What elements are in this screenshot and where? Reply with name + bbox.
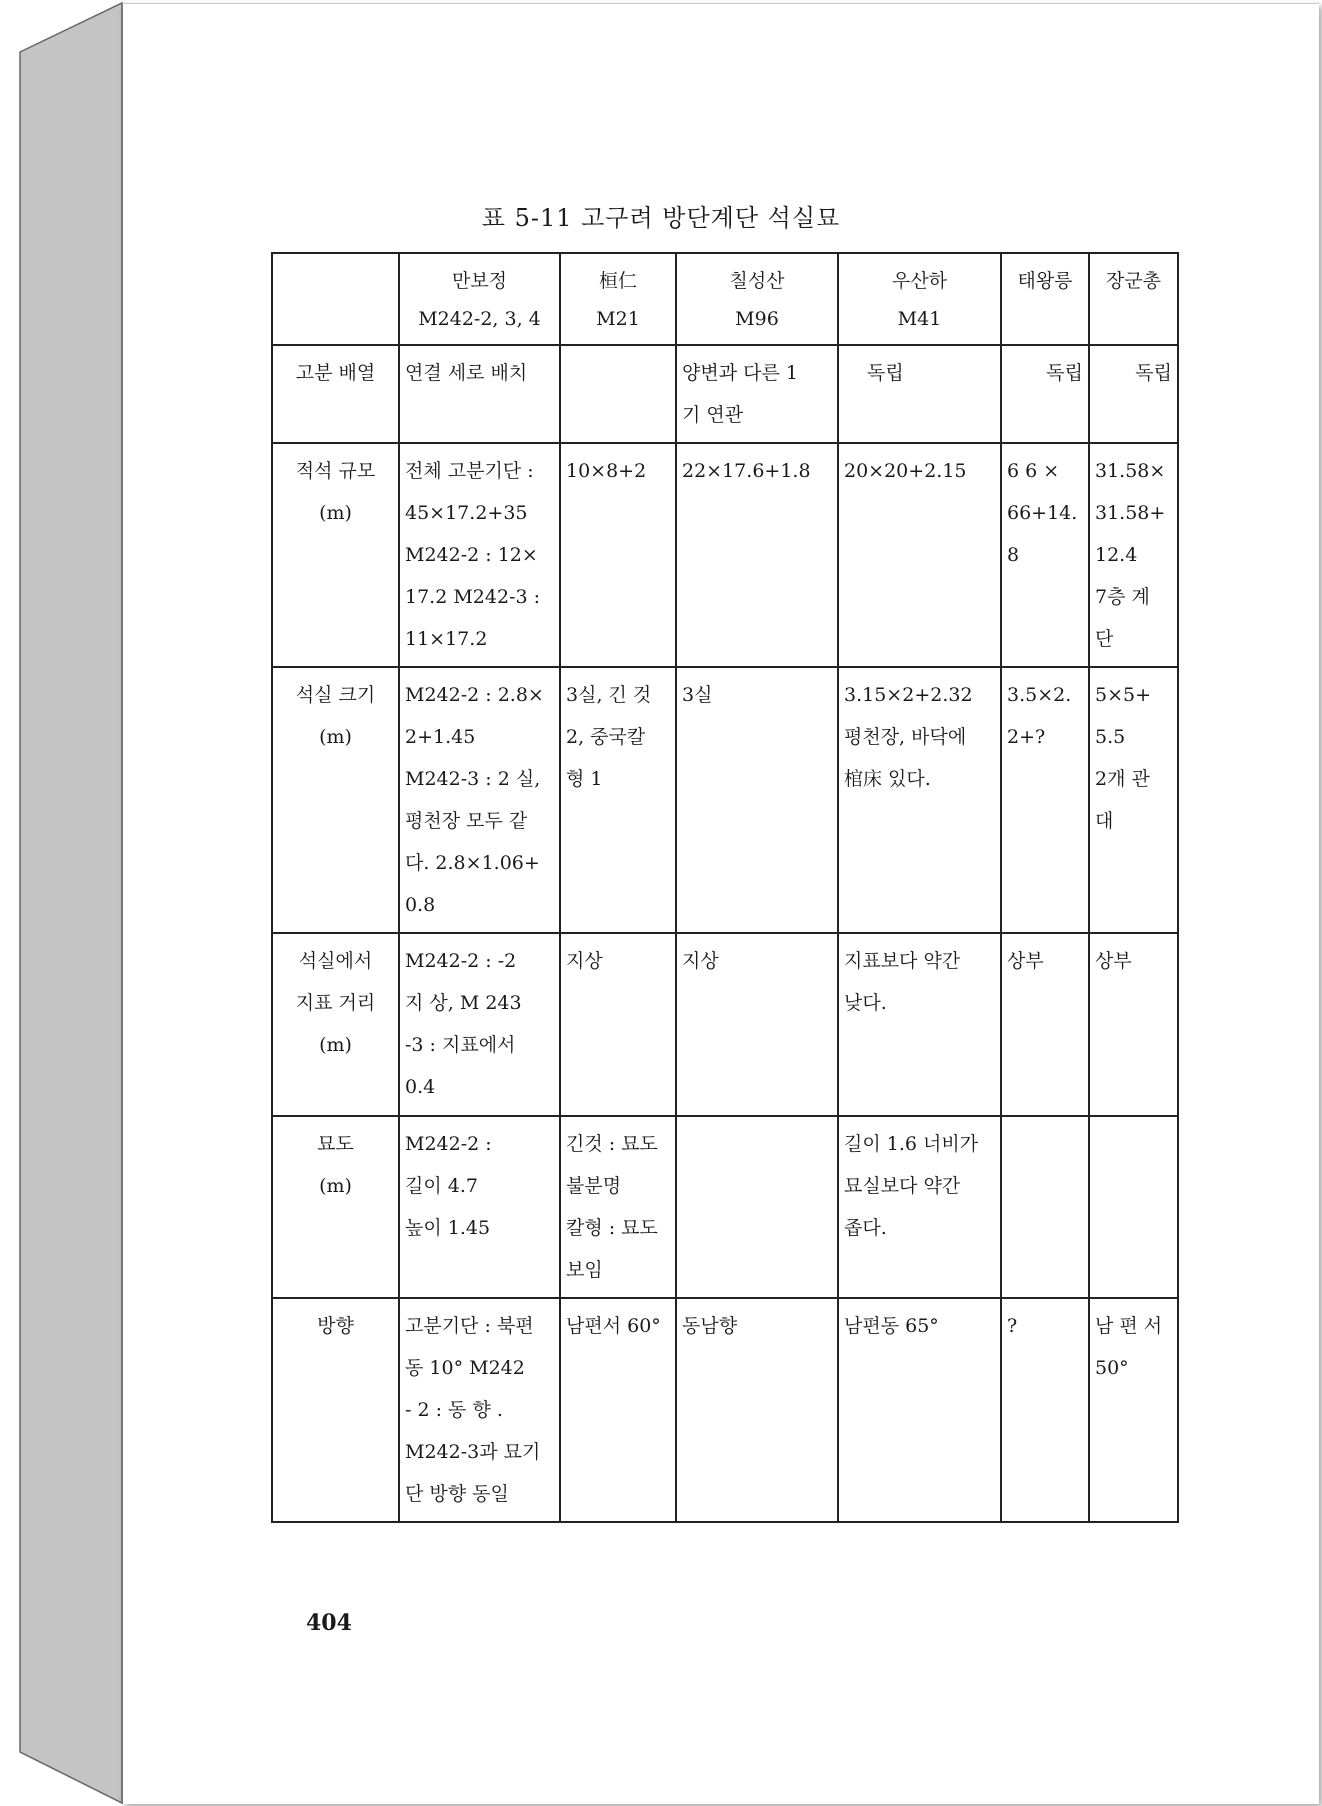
table-cell: 긴것 : 묘도 불분명 칼형 : 묘도 보임 — [560, 1116, 676, 1298]
table-row — [272, 933, 1178, 1116]
table-cell: 독립 — [838, 345, 1001, 443]
table-title: 표 5-11 고구려 방단계단 석실묘 — [481, 204, 841, 232]
book-spine — [0, 0, 130, 1806]
table-cell: 10×8+2 — [560, 443, 676, 667]
table-cell: 전체 고분기단 : 45×17.2+35 M242-2 : 12× 17.2 M242-3 : 11×17.2 — [399, 443, 560, 667]
table-cell: 3.15×2+2.32 평천장, 바닥에 棺床 있다. — [838, 667, 1001, 933]
table-cell: 양변과 다른 1 기 연관 — [676, 345, 838, 443]
table-row — [272, 667, 1178, 933]
header-cell-janggunchong: 장군총 — [1089, 253, 1178, 345]
table-row — [272, 1298, 1178, 1522]
header-cell-hwanin: 桓仁 M21 — [560, 253, 676, 345]
table-cell: 20×20+2.15 — [838, 443, 1001, 667]
table-row — [272, 345, 1178, 443]
table-cell: 남편동 65° — [838, 1298, 1001, 1522]
row-label: 고분 배열 — [272, 345, 399, 443]
table-row — [272, 443, 1178, 667]
table-cell: 6 6 × 66+14.8 — [1001, 443, 1089, 667]
row-label: 적석 규모 (m) — [272, 443, 399, 667]
table-cell: 상부 — [1001, 933, 1089, 1116]
table-cell: 독립 — [1089, 345, 1178, 443]
table-cell — [1001, 1116, 1089, 1298]
table-cell: 고분기단 : 북편 동 10° M242 - 2 : 동 향 . M242-3과 묘기 단 방향 동일 — [399, 1298, 560, 1522]
table-cell — [1089, 1116, 1178, 1298]
header-cell-taewangneung: 태왕릉 — [1001, 253, 1089, 345]
table-cell: 독립 — [1001, 345, 1089, 443]
table-cell — [560, 345, 676, 443]
header-cell-chilseongsan: 칠성산 M96 — [676, 253, 838, 345]
table-cell: 남편서 60° — [560, 1298, 676, 1522]
table-cell: 지상 — [560, 933, 676, 1116]
table-cell: ? — [1001, 1298, 1089, 1522]
row-label: 묘도 (m) — [272, 1116, 399, 1298]
table-cell: 남 편 서 50° — [1089, 1298, 1178, 1522]
table-cell: 3실, 긴 것 2, 중국칼 형 1 — [560, 667, 676, 933]
table-cell: M242-2 : 길이 4.7 높이 1.45 — [399, 1116, 560, 1298]
row-label: 석실에서 지표 거리 (m) — [272, 933, 399, 1116]
table-cell: 5×5+ 5.5 2개 관 대 — [1089, 667, 1178, 933]
header-cell-usanha: 우산하 M41 — [838, 253, 1001, 345]
table-cell: 22×17.6+1.8 — [676, 443, 838, 667]
table-cell: 지표보다 약간 낮다. — [838, 933, 1001, 1116]
row-label: 석실 크기 (m) — [272, 667, 399, 933]
row-label: 방향 — [272, 1298, 399, 1522]
table-cell: 3실 — [676, 667, 838, 933]
table-cell: 길이 1.6 너비가 묘실보다 약간 좁다. — [838, 1116, 1001, 1298]
header-cell-corner — [272, 253, 399, 345]
table-cell: 3.5×2. 2+? — [1001, 667, 1089, 933]
header-cell-manbojeong: 만보정 M242-2, 3, 4 — [399, 253, 560, 345]
table-cell: 31.58× 31.58+ 12.4 7층 계 단 — [1089, 443, 1178, 667]
table-cell: 동남향 — [676, 1298, 838, 1522]
page-number: 404 — [306, 1610, 352, 1636]
table-cell: 지상 — [676, 933, 838, 1116]
table-cell: M242-2 : 2.8× 2+1.45 M242-3 : 2 실, 평천장 모두 같 다. 2.8×1.06+ 0.8 — [399, 667, 560, 933]
table-cell: 상부 — [1089, 933, 1178, 1116]
header-row — [272, 253, 1178, 345]
table-cell: M242-2 : -2 지 상, M 243 -3 : 지표에서 0.4 — [399, 933, 560, 1116]
table-row — [272, 1116, 1178, 1298]
tomb-table — [271, 252, 1179, 1523]
table-cell — [676, 1116, 838, 1298]
table-cell: 연결 세로 배치 — [399, 345, 560, 443]
